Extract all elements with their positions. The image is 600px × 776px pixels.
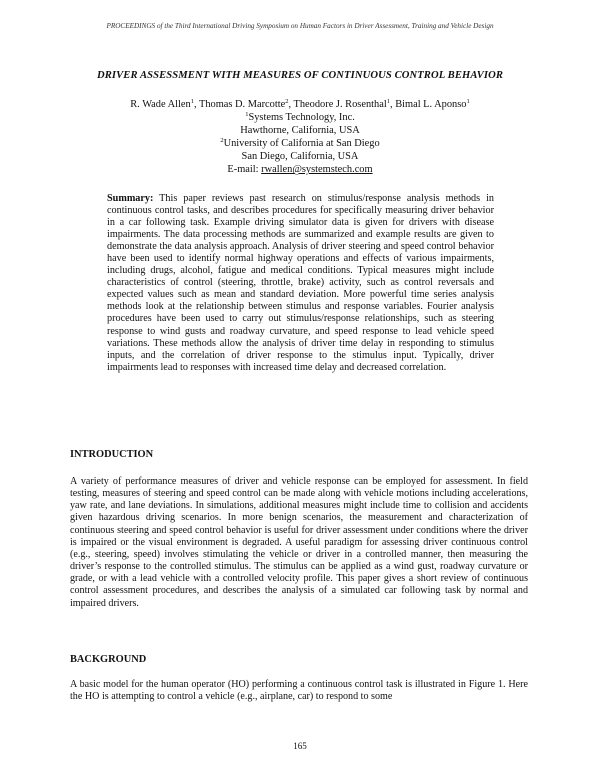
affiliation-1-city: Hawthorne, California, USA [240,125,360,137]
email-line [0,163,600,176]
author-affiliation-mark: 1 [386,98,390,105]
author-separator: , [288,99,294,110]
affiliation-2-city: San Diego, California, USA [241,151,359,163]
author-affiliation-mark: 1 [190,98,194,105]
author-block [0,98,600,177]
author-separator: , [193,99,199,110]
author-name: Theodore J. Rosenthal [293,99,387,110]
background-paragraph: A basic model for the human operator (HO) performing a continuous control task is illustrated in Figure 1. Here the HO is attempting to control a vehicle (e.g., airplane, car) to respond to some [70,679,528,703]
running-head: PROCEEDINGS of the Third International Driving Symposium on Human Factors in Driver Assessment, Training and Vehicle Design [106,22,494,30]
email-link[interactable]: rwallen@systemstech.com [261,164,373,176]
author-affiliation-mark: 1 [466,98,470,105]
introduction-heading: INTRODUCTION [70,449,154,460]
background-heading: BACKGROUND [70,654,147,665]
author-name: Bimal L. Aponso [395,99,467,110]
summary-text: This paper reviews past research on stimulus/response analysis methods in continuous control tasks, and describes procedures for specifically measuring driver behavior in a car following task. Example driving simulator data is given for drivers with disease impairments. The data processing methods are summarized and example results are given to demonstrate the data analysis approach. Analysis of driver steering and speed control behavior have been used to identify normal highway operations and effects of various impairments, including drugs, alcohol, fatigue and medical conditions. Typical measures might include characteristics of control (steering, throttle, brake) activity, such as control reversals and expected values such as mean and standard deviation. More powerful time series analysis methods look at the relationship between stimulus and response variables. Fourier analysis procedures have been used to carry out stimulus/response relationships, such as steering response to wind gusts and roadway curvature, and speed response to lead vehicle speed variations. These methods allow the analysis of driver time delay in responding to stimulus inputs, and the correlation of driver response to the stimulus input. Typically, driver impairments lead to responses with increased time delay and decreased correlation. [107,193,494,373]
paper-title: DRIVER ASSESSMENT WITH MEASURES OF CONTINUOUS CONTROL BEHAVIOR [96,70,504,81]
author-name: Thomas D. Marcotte [198,99,286,110]
page-number: 165 [293,741,307,751]
author-name: R. Wade Allen [130,99,191,110]
affiliation-2-org: $^2$University of California at San Diego [220,137,380,150]
author-separator: , [389,99,396,110]
affiliation-1-org: $^1$Systems Technology, Inc. [245,111,355,124]
summary-label: Summary: [107,193,154,204]
affiliation-1-mark: 1 [245,111,249,119]
affiliation-2-mark: 2 [220,137,224,145]
author-list [0,98,600,111]
email-label: E-mail: [227,164,262,176]
author-affiliation-mark: 2 [285,98,289,105]
summary-abstract [107,193,494,374]
introduction-paragraph: A variety of performance measures of driver and vehicle response can be employed for assessment. In field testing, measures of steering and speed control can be made along with vehicle motions including accelerations, yaw rate, and lane deviations. In simulations, additional measures might include time to collision and accidents given hazardous driving scenarios. In more benign scenarios, the measurement and characterization of continuous steering and speed control behavior is useful for driver assessment under conditions where the driver is impaired or the visual environment is degraded. A useful paradigm for assessing driver continuous control (e.g., steering, speed) involves stimulating the vehicle or driver in a controlled manner, then measuring the driver’s response to the controlled stimulus. The stimulus can be applied as a wind gust, roadway curvature or grade, or with a lead vehicle with a controlled velocity profile. This paper gives a short review of continuous control assessment procedures, and describes the analysis of a simulated car following task by normal and impaired drivers. [70,476,528,609]
